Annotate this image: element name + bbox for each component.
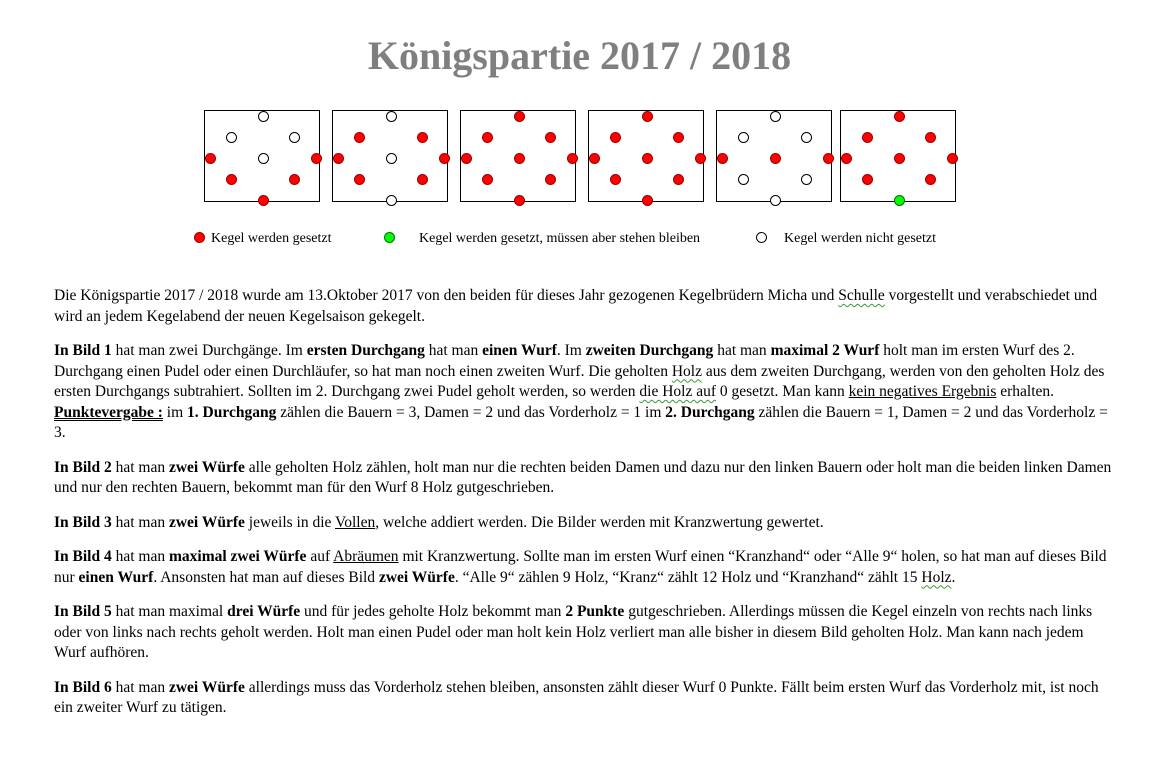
text-segment: hat man <box>111 458 169 476</box>
text-segment: aus dem zweiten Durchgang, werden von den geholten Holz des ersten Durchgangs subtrahiert. Sollten im 2. Durchgang zwei Pudel geholt werden, so werden <box>54 362 1105 400</box>
text-segment: . “Alle 9“ zählen 9 Holz, “Kranz“ zählt 12 Holz und “Kranzhand“ zählt 15 <box>454 568 922 586</box>
text-segment: ersten Durchgang <box>306 342 425 359</box>
text-segment: . Im <box>556 342 586 359</box>
paragraph-bild-1 <box>54 341 1114 444</box>
pin-center-red <box>894 153 905 164</box>
text-segment: In Bild 6 <box>54 678 112 696</box>
pin-center-white <box>386 153 397 164</box>
text-segment: einen Wurf <box>482 342 557 359</box>
text-segment: Vollen <box>335 513 376 531</box>
pin-top-red <box>894 111 905 122</box>
pin-lr-red <box>925 174 936 185</box>
pin-top-red <box>642 111 653 122</box>
pin-bottom-green <box>894 195 905 206</box>
text-segment: maximal 2 Wurf <box>770 342 880 359</box>
pin-ul-white <box>738 132 749 143</box>
text-segment: maximal zwei Würfe <box>168 548 307 565</box>
legend-red-label: Kegel werden gesetzt <box>211 231 332 246</box>
text-segment: zählen die Bauern = 1, Damen = 2 und das Vorderholz = 3. <box>54 403 1108 441</box>
pin-right-red <box>695 153 706 164</box>
pin-ul-red <box>354 132 365 143</box>
paragraph-bild-4 <box>54 547 1114 588</box>
pin-ur-white <box>801 132 812 143</box>
pin-top-white <box>258 111 269 122</box>
pin-ur-red <box>673 132 684 143</box>
bild-2-diagram <box>332 110 448 202</box>
text-segment: In Bild 2 <box>54 458 112 476</box>
pin-ul-red <box>610 132 621 143</box>
pin-center-white <box>258 153 269 164</box>
pin-lr-white <box>801 174 812 185</box>
paragraph-bild-2 <box>54 458 1114 499</box>
pin-ll-red <box>610 174 621 185</box>
text-segment: holt man im ersten Wurf des 2. Durchgang einen Pudel oder einen Durchläufer, so hat man noch einen zweiten Wurf. Die geholten <box>54 342 1075 380</box>
paragraph-bild-3 <box>54 513 1114 534</box>
text-segment: Holz <box>671 362 702 380</box>
red-dot-icon <box>194 232 205 243</box>
text-segment: In Bild 5 <box>54 603 112 620</box>
bild-3-diagram <box>460 110 576 202</box>
text-segment: zweiten Durchgang <box>585 342 714 359</box>
text-segment: zwei Würfe <box>168 513 245 531</box>
text-segment: hat man <box>111 548 169 565</box>
paragraph-intro <box>54 286 1114 327</box>
text-segment: . Ansonsten hat man auf dieses Bild <box>153 568 379 586</box>
pin-lr-red <box>289 174 300 185</box>
pin-left-red <box>333 153 344 164</box>
pin-bottom-white <box>770 195 781 206</box>
bild-4-diagram <box>588 110 704 202</box>
pin-bottom-red <box>642 195 653 206</box>
text-segment: hat man zwei Durchgänge. Im <box>111 342 307 359</box>
page-title: Königspartie 2017 / 2018 <box>367 33 792 78</box>
pin-ur-red <box>925 132 936 143</box>
bild-5-diagram <box>716 110 832 202</box>
pin-ul-white <box>226 132 237 143</box>
pin-ll-red <box>482 174 493 185</box>
pin-left-red <box>841 153 852 164</box>
pin-lr-red <box>673 174 684 185</box>
rules-text <box>54 286 1114 733</box>
pin-lr-red <box>417 174 428 185</box>
pin-right-red <box>567 153 578 164</box>
text-segment: 1. Durchgang <box>187 403 277 421</box>
pin-ur-red <box>545 132 556 143</box>
text-segment: zwei Würfe <box>168 678 245 696</box>
pin-top-red <box>514 111 525 122</box>
text-segment: und für jedes geholte Holz bekommt man <box>300 603 566 620</box>
bild-6-diagram <box>840 110 956 202</box>
pin-ll-red <box>862 174 873 185</box>
pin-ul-red <box>482 132 493 143</box>
text-segment: Abräumen <box>333 548 399 565</box>
legend-green-label: Kegel werden gesetzt, müssen aber stehen bleiben <box>419 231 701 246</box>
bild-1-diagram <box>204 110 320 202</box>
text-segment: mit Kranzwertung. Sollte man im ersten Wurf einen “Kranzhand“ oder “Alle 9“ holen, so hat man auf dieses Bild nur <box>54 548 1107 586</box>
pin-ur-white <box>289 132 300 143</box>
text-segment: . <box>951 568 956 586</box>
pin-ur-red <box>417 132 428 143</box>
text-segment: jeweils in die <box>244 513 336 531</box>
text-segment: drei Würfe <box>227 603 301 620</box>
pin-right-red <box>311 153 322 164</box>
text-segment: allerdings muss das Vorderholz stehen bleiben, ansonsten zählt dieser Wurf 0 Punkte. Fällt beim ersten Wurf das Vorderholz mit, ist noch ein zweiter Wurf zu tätigen. <box>54 678 1099 716</box>
text-segment: gutgeschrieben. Allerdings müssen die Kegel einzeln von rechts nach links oder von links nach rechts geholt werden. Holt man einen Pudel oder man holt kein Holz verliert man alle bisher in diesem Bild geholten Holz. Man kann nach jedem Wurf aufhören. <box>54 603 1093 661</box>
text-segment: 2 Punkte <box>565 603 625 620</box>
text-segment: die Holz auf <box>639 383 717 400</box>
text-segment: , welche addiert werden. Die Bilder werden mit Kranzwertung gewertet. <box>375 513 824 531</box>
text-segment: hat man <box>713 342 771 359</box>
white-dot-icon <box>756 232 767 243</box>
pin-left-red <box>461 153 472 164</box>
text-segment: 0 gesetzt. Man kann <box>716 383 849 400</box>
pin-center-red <box>770 153 781 164</box>
pin-left-red <box>717 153 728 164</box>
text-segment: zählen die Bauern = 3, Damen = 2 und das Vorderholz = 1 im <box>276 403 666 421</box>
pin-lr-red <box>545 174 556 185</box>
text-segment: Die Königspartie 2017 / 2018 wurde am 13.Oktober 2017 von den beiden für dieses Jahr gezogenen Kegelbrüdern Micha und <box>54 287 839 304</box>
pin-ul-red <box>862 132 873 143</box>
text-segment: im <box>162 403 188 421</box>
text-segment: alle geholten Holz zählen, holt man nur die rechten beiden Damen und dazu nur den linken Bauern oder holt man die beiden linken Damen und nur den rechten Bauern, bekommt man für den Wurf 8 Holz gutgeschrieben. <box>54 458 1112 496</box>
text-segment: In Bild 4 <box>54 548 112 565</box>
pin-ll-red <box>226 174 237 185</box>
text-segment: In Bild 1 <box>54 342 112 359</box>
pin-right-red <box>947 153 958 164</box>
pin-bottom-red <box>258 195 269 206</box>
pin-bottom-red <box>514 195 525 206</box>
text-segment: 2. Durchgang <box>665 403 755 421</box>
text-segment: zwei Würfe <box>168 458 245 476</box>
paragraph-bild-6 <box>54 678 1114 719</box>
text-segment: auf <box>306 548 334 565</box>
text-segment: erhalten. <box>996 383 1055 400</box>
pin-ll-white <box>738 174 749 185</box>
pin-right-red <box>823 153 834 164</box>
pin-center-red <box>642 153 653 164</box>
pin-left-red <box>589 153 600 164</box>
pin-center-red <box>514 153 525 164</box>
pin-right-red <box>439 153 450 164</box>
text-segment: hat man <box>111 678 169 696</box>
pin-left-red <box>205 153 216 164</box>
text-segment: In Bild 3 <box>54 513 112 531</box>
text-segment: kein negatives Ergebnis <box>848 383 997 400</box>
legend-white-label: Kegel werden nicht gesetzt <box>784 231 936 246</box>
text-segment: hat man <box>111 513 169 531</box>
text-segment: Schulle <box>838 287 885 304</box>
text-segment: einen Wurf <box>78 568 154 586</box>
text-segment: vorgestellt und verabschiedet und wird an jedem Kegelabend der neuen Kegelsaison gekegelt. <box>54 287 1098 325</box>
text-segment: Punktevergabe : <box>54 403 163 421</box>
pin-ll-red <box>354 174 365 185</box>
pin-bottom-white <box>386 195 397 206</box>
paragraph-bild-5 <box>54 602 1114 664</box>
pin-top-white <box>770 111 781 122</box>
text-segment: Holz <box>921 568 952 586</box>
pin-top-white <box>386 111 397 122</box>
text-segment: hat man <box>424 342 483 359</box>
green-dot-icon <box>384 232 395 243</box>
text-segment: hat man maximal <box>111 603 228 620</box>
text-segment: zwei Würfe <box>378 568 455 586</box>
